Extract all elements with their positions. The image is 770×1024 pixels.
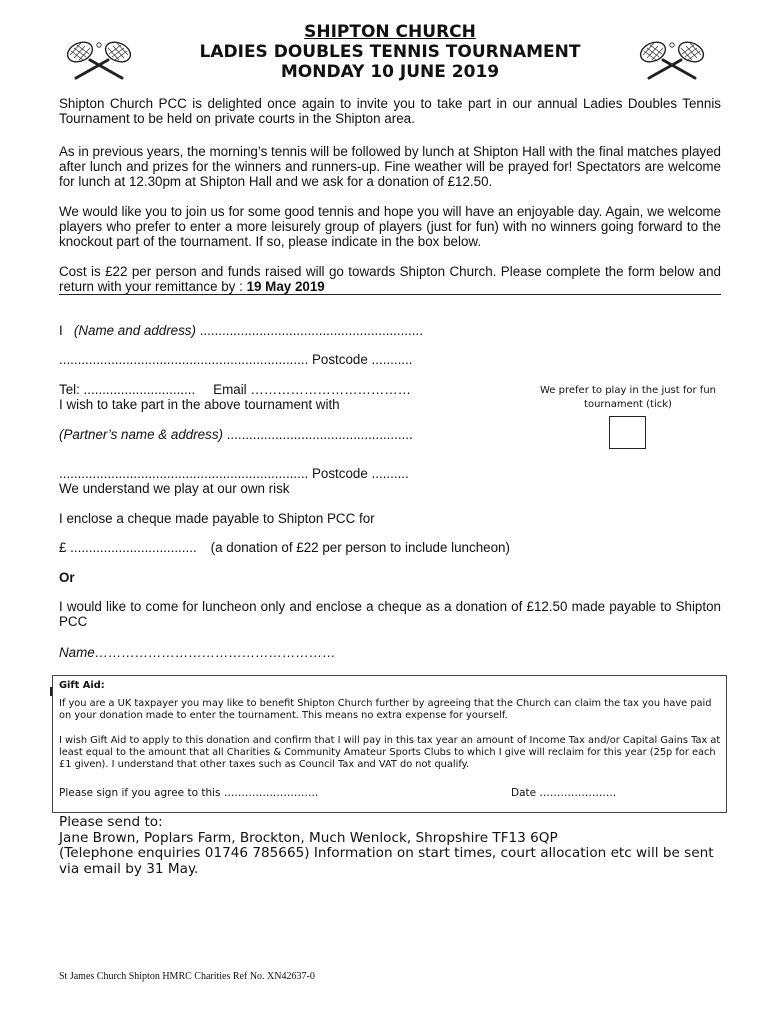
luncheon-only-statement: I would like to come for luncheon only and enclose a cheque as a donation of £12.50 made payable to Shipton PCC <box>59 599 721 629</box>
name-address-label: (Name and address) <box>73 323 196 338</box>
cost-text: Cost is £22 per person and funds raised will go towards Shipton Church. Please complete the form below and return with your remittance by : <box>59 264 721 294</box>
email-field[interactable]: Email ……………………………… <box>213 382 412 397</box>
cheque-statement: I enclose a cheque made payable to Shipton PCC for <box>59 511 375 526</box>
or-label: Or <box>59 570 75 585</box>
gift-aid-info: If you are a UK taxpayer you may like to benefit Shipton Church further by agreeing that the Church can claim the tax you have paid on your donation made to enter the tournament. This means no extra expense for yourself. <box>59 698 712 721</box>
contact-field[interactable] <box>59 382 411 397</box>
fun-option-checkbox[interactable] <box>609 416 646 449</box>
amount-field[interactable]: £ .................................. (a donation of £22 per person to include luncheon) <box>59 540 510 555</box>
flyer-title <box>150 22 630 82</box>
amount-note: (a donation of £22 per person to include luncheon) <box>210 540 510 555</box>
gift-aid-box <box>52 675 727 813</box>
schedule-paragraph: As in previous years, the morning’s tennis will be followed by lunch at Shipton Hall with the final matches played after lunch and prizes for the winners and runners-up. Fine weather will be prayed for! Spectators are welcome for lunch at 12.30pm at Shipton Hall and we ask for a donation of £12.50. <box>59 144 721 189</box>
divider <box>59 294 721 295</box>
gift-aid-declaration: I wish Gift Aid to apply to this donation and confirm that I will pay in this tax year an amount of Income Tax and/or Capital Gains Tax at least equal to the amount that all Charities & Community Amateur Sports Clubs to which I give will reclaim for this year (25p for each £1 given). I understand that other taxes such as Council Tax and VAT do not qualify. <box>59 735 721 770</box>
luncheon-name-field[interactable]: Name……………………………………………… <box>59 645 336 660</box>
title-date: MONDAY 10 JUNE 2019 <box>280 62 500 82</box>
gift-aid-signature-field[interactable]: Please sign if you agree to this ……………………… <box>59 787 319 799</box>
send-to-block <box>59 815 729 877</box>
take-part-text: I wish to take part in the above tournament with <box>59 397 340 412</box>
send-to-address: Jane Brown, Poplars Farm, Brockton, Much Wenlock, Shropshire TF13 6QP <box>59 829 558 846</box>
partner-field[interactable]: (Partner’s name & address) .................................................. <box>59 427 413 442</box>
charity-reference: St James Church Shipton HMRC Charities Ref No. XN42637-0 <box>59 971 315 982</box>
tel-field[interactable]: Tel: .............................. <box>59 382 196 397</box>
name-address-field[interactable]: I (Name and address) ............................................................ <box>59 323 423 338</box>
telephone-info: (Telephone enquiries 01746 785665) Information on start times, court allocation etc will be sent via email by 31 May. <box>59 845 714 877</box>
title-event: LADIES DOUBLES TENNIS TOURNAMENT <box>199 42 581 62</box>
fun-option-note: We prefer to play in the just for fun tournament (tick) <box>540 385 716 410</box>
intro-paragraph: Shipton Church PCC is delighted once again to invite you to take part in our annual Ladies Doubles Tennis Tournament to be held on private courts in the Shipton area. <box>59 98 721 126</box>
gift-aid-date-field[interactable]: Date …………………. <box>511 787 617 799</box>
fun-group-paragraph: We would like you to join us for some good tennis and hope you will have an enjoyable day. Again, we welcome players who prefer to enter a more leisurely group of players (just for fun) with no winners going forward to the knockout part of the tournament. If so, please indicate in the box below. <box>59 204 721 249</box>
partner-postcode-field[interactable]: ................................................................... Postcode .......... <box>59 466 409 481</box>
return-deadline: 19 May 2019 <box>246 279 325 294</box>
crossed-tennis-rackets-icon <box>633 38 711 84</box>
cost-paragraph <box>59 264 721 294</box>
gift-aid-title: Gift Aid: <box>59 680 105 691</box>
postcode-field[interactable]: ................................................................... Postcode ........... <box>59 352 413 367</box>
title-church: SHIPTON CHURCH <box>304 22 476 42</box>
partner-label: (Partner’s name & address) <box>59 427 223 442</box>
risk-statement: We understand we play at our own risk <box>59 481 290 496</box>
send-to-label: Please send to: <box>59 814 163 830</box>
crossed-tennis-rackets-icon <box>60 38 138 84</box>
